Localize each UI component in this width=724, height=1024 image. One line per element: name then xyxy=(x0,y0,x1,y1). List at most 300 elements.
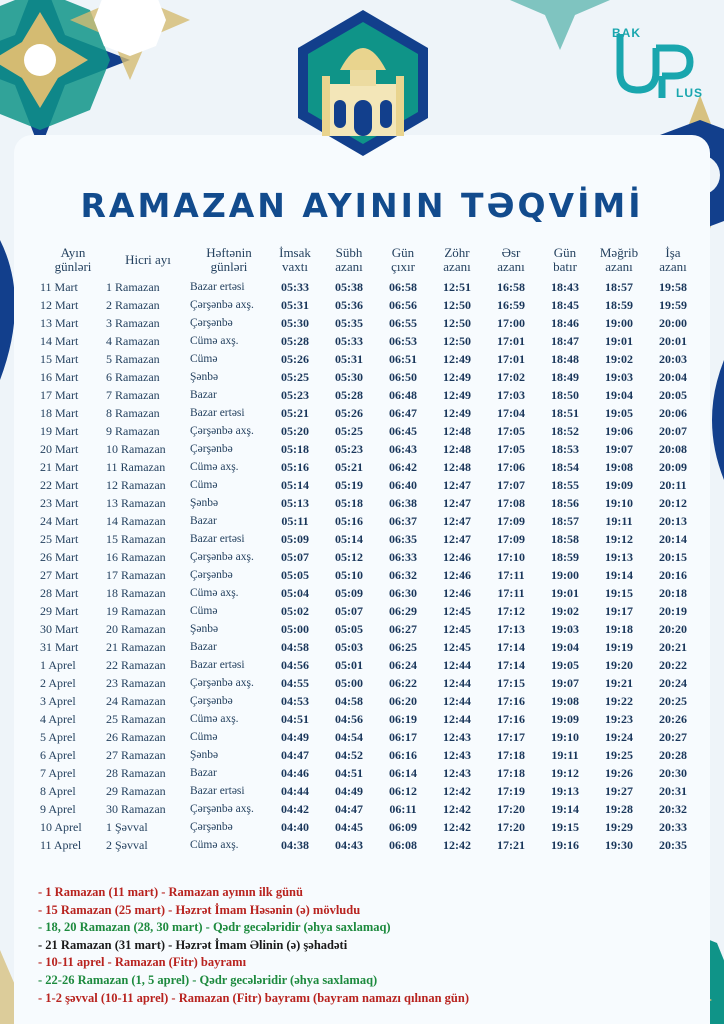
cell-asr: 17:01 xyxy=(497,333,525,348)
cell-isha: 20:19 xyxy=(659,603,687,618)
cell-day: 20 Mart xyxy=(40,441,79,456)
cell-sunset: 19:05 xyxy=(551,657,579,672)
cell-maghrib: 19:27 xyxy=(605,783,633,798)
cell-imsak: 04:53 xyxy=(281,693,309,708)
col-header-day: Ayın günləri xyxy=(54,245,92,274)
cell-zohr: 12:48 xyxy=(443,459,471,474)
cell-hijri: 24 Ramazan xyxy=(106,693,166,708)
cell-sunset: 18:58 xyxy=(551,531,579,546)
cell-asr: 17:04 xyxy=(497,405,525,420)
cell-zohr: 12:45 xyxy=(443,639,471,654)
col-header-zohr: Zöhr azanı xyxy=(443,245,471,274)
cell-subh: 05:00 xyxy=(335,675,363,690)
cell-subh: 04:51 xyxy=(335,765,363,780)
cell-weekday: Çərşənbə axş. xyxy=(190,551,254,563)
table-row xyxy=(40,746,700,764)
cell-zohr: 12:44 xyxy=(443,657,471,672)
cell-isha: 20:20 xyxy=(659,621,687,636)
cell-asr: 17:17 xyxy=(497,729,525,744)
cell-zohr: 12:44 xyxy=(443,675,471,690)
cell-sunset: 18:48 xyxy=(551,351,579,366)
cell-maghrib: 19:05 xyxy=(605,405,633,420)
cell-isha: 20:08 xyxy=(659,441,687,456)
cell-subh: 04:45 xyxy=(335,819,363,834)
table-row xyxy=(40,818,700,836)
cell-sunset: 19:03 xyxy=(551,621,579,636)
mosque-crescent-emblem xyxy=(278,8,448,158)
cell-isha: 20:11 xyxy=(659,477,687,492)
cell-day: 23 Mart xyxy=(40,495,79,510)
cell-hijri: 17 Ramazan xyxy=(106,567,166,582)
cell-hijri: 25 Ramazan xyxy=(106,711,166,726)
table-row xyxy=(40,530,700,548)
cell-maghrib: 19:17 xyxy=(605,603,633,618)
cell-sunset: 19:15 xyxy=(551,819,579,834)
table-row xyxy=(40,692,700,710)
cell-hijri: 11 Ramazan xyxy=(106,459,166,474)
cell-zohr: 12:44 xyxy=(443,693,471,708)
cell-zohr: 12:44 xyxy=(443,711,471,726)
cell-isha: 20:14 xyxy=(659,531,687,546)
cell-imsak: 05:18 xyxy=(281,441,309,456)
cell-sunrise: 06:16 xyxy=(389,747,417,762)
cell-day: 24 Mart xyxy=(40,513,79,528)
table-row xyxy=(40,278,700,296)
cell-sunset: 19:13 xyxy=(551,783,579,798)
cell-asr: 17:18 xyxy=(497,765,525,780)
cell-day: 10 Aprel xyxy=(40,819,82,834)
cell-weekday: Cümə xyxy=(190,479,218,491)
cell-zohr: 12:49 xyxy=(443,351,471,366)
cell-weekday: Çərşənbə xyxy=(190,443,233,455)
cell-isha: 19:58 xyxy=(659,279,687,294)
cell-subh: 05:19 xyxy=(335,477,363,492)
cell-sunset: 18:57 xyxy=(551,513,579,528)
cell-imsak: 05:14 xyxy=(281,477,309,492)
cell-subh: 05:05 xyxy=(335,621,363,636)
cell-day: 14 Mart xyxy=(40,333,79,348)
prayer-times-table xyxy=(40,246,700,854)
cell-sunrise: 06:45 xyxy=(389,423,417,438)
cell-sunset: 18:45 xyxy=(551,297,579,312)
cell-isha: 20:31 xyxy=(659,783,687,798)
cell-sunset: 19:02 xyxy=(551,603,579,618)
table-row xyxy=(40,566,700,584)
cell-zohr: 12:50 xyxy=(443,297,471,312)
cell-sunset: 18:55 xyxy=(551,477,579,492)
cell-subh: 04:52 xyxy=(335,747,363,762)
cell-hijri: 8 Ramazan xyxy=(106,405,160,420)
cell-imsak: 04:58 xyxy=(281,639,309,654)
cell-isha: 20:26 xyxy=(659,711,687,726)
cell-day: 3 Aprel xyxy=(40,693,76,708)
cell-imsak: 05:13 xyxy=(281,495,309,510)
logo-text-bottom: LUS xyxy=(676,86,703,100)
cell-isha: 20:30 xyxy=(659,765,687,780)
cell-zohr: 12:50 xyxy=(443,315,471,330)
cell-asr: 17:05 xyxy=(497,441,525,456)
cell-day: 7 Aprel xyxy=(40,765,76,780)
cell-sunset: 18:51 xyxy=(551,405,579,420)
cell-weekday: Bazar xyxy=(190,641,217,653)
cell-isha: 20:07 xyxy=(659,423,687,438)
cell-zohr: 12:42 xyxy=(443,783,471,798)
cell-weekday: Çərşənbə xyxy=(190,569,233,581)
cell-day: 16 Mart xyxy=(40,369,79,384)
cell-weekday: Cümə axş. xyxy=(190,461,239,473)
cell-isha: 20:32 xyxy=(659,801,687,816)
cell-weekday: Şənbə xyxy=(190,497,219,509)
cell-day: 15 Mart xyxy=(40,351,79,366)
cell-sunset: 18:59 xyxy=(551,549,579,564)
note-item: - 10-11 aprel - Ramazan (Fitr) bayramı xyxy=(38,955,247,970)
cell-asr: 16:59 xyxy=(497,297,525,312)
cell-sunrise: 06:09 xyxy=(389,819,417,834)
cell-imsak: 05:33 xyxy=(281,279,309,294)
note-item: - 15 Ramazan (25 mart) - Həzrət İmam Həsənin (ə) mövludu xyxy=(38,902,361,917)
cell-maghrib: 19:23 xyxy=(605,711,633,726)
cell-maghrib: 19:02 xyxy=(605,351,633,366)
cell-asr: 17:08 xyxy=(497,495,525,510)
cell-sunrise: 06:08 xyxy=(389,837,417,852)
cell-day: 19 Mart xyxy=(40,423,79,438)
cell-weekday: Çərşənbə xyxy=(190,695,233,707)
cell-imsak: 04:55 xyxy=(281,675,309,690)
cell-sunset: 19:16 xyxy=(551,837,579,852)
table-row xyxy=(40,800,700,818)
cell-hijri: 2 Ramazan xyxy=(106,297,160,312)
cell-imsak: 04:38 xyxy=(281,837,309,852)
cell-asr: 17:16 xyxy=(497,693,525,708)
cell-day: 5 Aprel xyxy=(40,729,76,744)
cell-isha: 20:27 xyxy=(659,729,687,744)
cell-hijri: 4 Ramazan xyxy=(106,333,160,348)
table-body xyxy=(40,278,700,854)
cell-zohr: 12:49 xyxy=(443,387,471,402)
cell-sunrise: 06:43 xyxy=(389,441,417,456)
cell-zohr: 12:46 xyxy=(443,585,471,600)
cell-sunrise: 06:56 xyxy=(389,297,417,312)
col-header-asr: Əsr azanı xyxy=(497,245,525,274)
cell-weekday: Cümə xyxy=(190,605,218,617)
cell-sunset: 19:12 xyxy=(551,765,579,780)
col-header-hijri: Hicri ayı xyxy=(125,252,171,267)
table-row xyxy=(40,584,700,602)
cell-maghrib: 19:26 xyxy=(605,765,633,780)
cell-sunrise: 06:47 xyxy=(389,405,417,420)
col-header-sunrise: Gün çıxır xyxy=(391,245,415,274)
cell-day: 8 Aprel xyxy=(40,783,76,798)
cell-maghrib: 19:25 xyxy=(605,747,633,762)
cell-asr: 17:07 xyxy=(497,477,525,492)
table-row xyxy=(40,548,700,566)
cell-day: 13 Mart xyxy=(40,315,79,330)
cell-day: 25 Mart xyxy=(40,531,79,546)
cell-maghrib: 19:19 xyxy=(605,639,633,654)
cell-hijri: 13 Ramazan xyxy=(106,495,166,510)
cell-imsak: 04:47 xyxy=(281,747,309,762)
cell-maghrib: 19:24 xyxy=(605,729,633,744)
cell-sunrise: 06:51 xyxy=(389,351,417,366)
cell-subh: 05:30 xyxy=(335,369,363,384)
table-row xyxy=(40,404,700,422)
table-row xyxy=(40,728,700,746)
cell-sunrise: 06:40 xyxy=(389,477,417,492)
cell-subh: 04:58 xyxy=(335,693,363,708)
cell-sunset: 19:10 xyxy=(551,729,579,744)
cell-maghrib: 18:57 xyxy=(605,279,633,294)
cell-imsak: 04:49 xyxy=(281,729,309,744)
cell-maghrib: 19:04 xyxy=(605,387,633,402)
cell-zohr: 12:49 xyxy=(443,369,471,384)
cell-day: 11 Mart xyxy=(40,279,78,294)
cell-maghrib: 19:22 xyxy=(605,693,633,708)
table-row xyxy=(40,782,700,800)
cell-hijri: 22 Ramazan xyxy=(106,657,166,672)
cell-hijri: 23 Ramazan xyxy=(106,675,166,690)
table-row xyxy=(40,710,700,728)
table-row xyxy=(40,494,700,512)
cell-hijri: 1 Şəvval xyxy=(106,819,148,834)
cell-subh: 05:10 xyxy=(335,567,363,582)
cell-weekday: Cümə xyxy=(190,353,218,365)
cell-subh: 05:21 xyxy=(335,459,363,474)
cell-sunset: 18:50 xyxy=(551,387,579,402)
cell-hijri: 30 Ramazan xyxy=(106,801,166,816)
cell-isha: 20:01 xyxy=(659,333,687,348)
cell-weekday: Bazar xyxy=(190,767,217,779)
cell-hijri: 10 Ramazan xyxy=(106,441,166,456)
notes-list xyxy=(38,884,469,1007)
cell-weekday: Cümə axş. xyxy=(190,587,239,599)
cell-imsak: 05:11 xyxy=(281,513,309,528)
cell-maghrib: 19:12 xyxy=(605,531,633,546)
cell-imsak: 04:56 xyxy=(281,657,309,672)
cell-subh: 05:33 xyxy=(335,333,363,348)
cell-sunrise: 06:19 xyxy=(389,711,417,726)
cell-sunset: 19:09 xyxy=(551,711,579,726)
cell-sunrise: 06:14 xyxy=(389,765,417,780)
page-title: RAMAZAN AYININ TƏQVİMİ xyxy=(80,186,644,225)
cell-weekday: Şənbə xyxy=(190,749,219,761)
cell-weekday: Bazar ertəsi xyxy=(190,281,245,293)
note-item: - 18, 20 Ramazan (28, 30 mart) - Qədr gecələridir (əhya saxlamaq) xyxy=(38,920,391,935)
cell-imsak: 05:21 xyxy=(281,405,309,420)
note-item: - 21 Ramazan (31 mart) - Həzrət İmam Əlinin (ə) şəhadəti xyxy=(38,937,348,952)
cell-isha: 20:12 xyxy=(659,495,687,510)
cell-sunrise: 06:37 xyxy=(389,513,417,528)
cell-asr: 17:01 xyxy=(497,351,525,366)
cell-isha: 19:59 xyxy=(659,297,687,312)
table-row xyxy=(40,368,700,386)
cell-sunset: 19:14 xyxy=(551,801,579,816)
cell-isha: 20:21 xyxy=(659,639,687,654)
cell-weekday: Şənbə xyxy=(190,371,219,383)
cell-asr: 17:15 xyxy=(497,675,525,690)
cell-sunset: 18:52 xyxy=(551,423,579,438)
note-item: - 1 Ramazan (11 mart) - Ramazan ayının ilk günü xyxy=(38,885,303,899)
cell-isha: 20:09 xyxy=(659,459,687,474)
cell-day: 22 Mart xyxy=(40,477,79,492)
cell-hijri: 6 Ramazan xyxy=(106,369,160,384)
cell-asr: 17:21 xyxy=(497,837,525,852)
cell-zohr: 12:43 xyxy=(443,747,471,762)
cell-subh: 05:31 xyxy=(335,351,363,366)
cell-maghrib: 19:09 xyxy=(605,477,633,492)
cell-hijri: 20 Ramazan xyxy=(106,621,166,636)
cell-weekday: Çərşənbə xyxy=(190,821,233,833)
cell-sunset: 19:07 xyxy=(551,675,579,690)
cell-isha: 20:13 xyxy=(659,513,687,528)
cell-imsak: 05:26 xyxy=(281,351,309,366)
cell-subh: 05:18 xyxy=(335,495,363,510)
cell-isha: 20:05 xyxy=(659,387,687,402)
cell-asr: 17:00 xyxy=(497,315,525,330)
cell-isha: 20:28 xyxy=(659,747,687,762)
cell-day: 4 Aprel xyxy=(40,711,76,726)
cell-maghrib: 19:20 xyxy=(605,657,633,672)
cell-day: 6 Aprel xyxy=(40,747,76,762)
cell-imsak: 05:09 xyxy=(281,531,309,546)
table-row xyxy=(40,332,700,350)
cell-sunrise: 06:12 xyxy=(389,783,417,798)
cell-day: 2 Aprel xyxy=(40,675,76,690)
cell-imsak: 05:28 xyxy=(281,333,309,348)
cell-hijri: 7 Ramazan xyxy=(106,387,160,402)
cell-sunset: 18:56 xyxy=(551,495,579,510)
cell-imsak: 04:51 xyxy=(281,711,309,726)
cell-asr: 17:09 xyxy=(497,531,525,546)
cell-day: 31 Mart xyxy=(40,639,79,654)
cell-sunset: 19:11 xyxy=(551,747,579,762)
table-row xyxy=(40,458,700,476)
cell-asr: 17:19 xyxy=(497,783,525,798)
cell-maghrib: 19:07 xyxy=(605,441,633,456)
cell-maghrib: 19:00 xyxy=(605,315,633,330)
table-row xyxy=(40,620,700,638)
cell-imsak: 04:42 xyxy=(281,801,309,816)
cell-hijri: 26 Ramazan xyxy=(106,729,166,744)
cell-maghrib: 19:06 xyxy=(605,423,633,438)
cell-imsak: 05:05 xyxy=(281,567,309,582)
cell-subh: 05:23 xyxy=(335,441,363,456)
cell-weekday: Çərşənbə axş. xyxy=(190,803,254,815)
logo xyxy=(612,28,710,102)
col-header-weekday: Həftənin günləri xyxy=(206,245,252,274)
cell-subh: 04:47 xyxy=(335,801,363,816)
cell-asr: 17:16 xyxy=(497,711,525,726)
cell-day: 28 Mart xyxy=(40,585,79,600)
cell-weekday: Çərşənbə axş. xyxy=(190,299,254,311)
cell-sunrise: 06:17 xyxy=(389,729,417,744)
cell-day: 30 Mart xyxy=(40,621,79,636)
cell-maghrib: 19:30 xyxy=(605,837,633,852)
cell-imsak: 05:04 xyxy=(281,585,309,600)
cell-sunrise: 06:29 xyxy=(389,603,417,618)
cell-hijri: 27 Ramazan xyxy=(106,747,166,762)
cell-asr: 17:05 xyxy=(497,423,525,438)
cell-subh: 04:56 xyxy=(335,711,363,726)
cell-sunset: 18:46 xyxy=(551,315,579,330)
cell-weekday: Çərşənbə axş. xyxy=(190,677,254,689)
cell-weekday: Bazar ertəsi xyxy=(190,659,245,671)
cell-maghrib: 19:29 xyxy=(605,819,633,834)
cell-subh: 05:03 xyxy=(335,639,363,654)
cell-day: 29 Mart xyxy=(40,603,79,618)
cell-weekday: Bazar ertəsi xyxy=(190,533,245,545)
table-row xyxy=(40,386,700,404)
table-row xyxy=(40,440,700,458)
cell-sunrise: 06:50 xyxy=(389,369,417,384)
cell-weekday: Cümə xyxy=(190,731,218,743)
cell-sunrise: 06:24 xyxy=(389,657,417,672)
cell-maghrib: 18:59 xyxy=(605,297,633,312)
cell-sunrise: 06:42 xyxy=(389,459,417,474)
cell-subh: 04:43 xyxy=(335,837,363,852)
cell-imsak: 05:30 xyxy=(281,315,309,330)
cell-sunset: 19:01 xyxy=(551,585,579,600)
cell-zohr: 12:42 xyxy=(443,801,471,816)
cell-day: 26 Mart xyxy=(40,549,79,564)
cell-sunrise: 06:11 xyxy=(389,801,417,816)
cell-asr: 17:14 xyxy=(497,639,525,654)
cell-weekday: Bazar ertəsi xyxy=(190,785,245,797)
cell-sunrise: 06:33 xyxy=(389,549,417,564)
cell-sunrise: 06:32 xyxy=(389,567,417,582)
table-row xyxy=(40,638,700,656)
cell-zohr: 12:42 xyxy=(443,819,471,834)
note-item: - 22-26 Ramazan (1, 5 aprel) - Qədr gecələridir (əhya saxlamaq) xyxy=(38,972,378,987)
col-header-imsak: İmsak vaxtı xyxy=(279,245,311,274)
cell-asr: 17:02 xyxy=(497,369,525,384)
cell-subh: 05:09 xyxy=(335,585,363,600)
cell-day: 17 Mart xyxy=(40,387,79,402)
cell-isha: 20:06 xyxy=(659,405,687,420)
cell-maghrib: 19:11 xyxy=(605,513,633,528)
cell-sunrise: 06:25 xyxy=(389,639,417,654)
cell-hijri: 15 Ramazan xyxy=(106,531,166,546)
cell-hijri: 14 Ramazan xyxy=(106,513,166,528)
cell-sunset: 19:04 xyxy=(551,639,579,654)
cell-imsak: 05:00 xyxy=(281,621,309,636)
cell-maghrib: 19:21 xyxy=(605,675,633,690)
cell-asr: 16:58 xyxy=(497,279,525,294)
table-row xyxy=(40,314,700,332)
cell-hijri: 19 Ramazan xyxy=(106,603,166,618)
cell-sunrise: 06:30 xyxy=(389,585,417,600)
cell-zohr: 12:42 xyxy=(443,837,471,852)
cell-isha: 20:15 xyxy=(659,549,687,564)
cell-maghrib: 19:28 xyxy=(605,801,633,816)
cell-asr: 17:20 xyxy=(497,819,525,834)
cell-hijri: 29 Ramazan xyxy=(106,783,166,798)
cell-asr: 17:12 xyxy=(497,603,525,618)
cell-subh: 04:54 xyxy=(335,729,363,744)
cell-zohr: 12:50 xyxy=(443,333,471,348)
cell-asr: 17:06 xyxy=(497,459,525,474)
cell-maghrib: 19:18 xyxy=(605,621,633,636)
cell-subh: 05:38 xyxy=(335,279,363,294)
cell-sunset: 19:08 xyxy=(551,693,579,708)
cell-sunrise: 06:38 xyxy=(389,495,417,510)
col-header-sunset: Gün batır xyxy=(553,245,577,274)
cell-sunset: 18:54 xyxy=(551,459,579,474)
cell-isha: 20:35 xyxy=(659,837,687,852)
cell-maghrib: 19:10 xyxy=(605,495,633,510)
cell-hijri: 3 Ramazan xyxy=(106,315,160,330)
cell-isha: 20:03 xyxy=(659,351,687,366)
cell-imsak: 05:20 xyxy=(281,423,309,438)
